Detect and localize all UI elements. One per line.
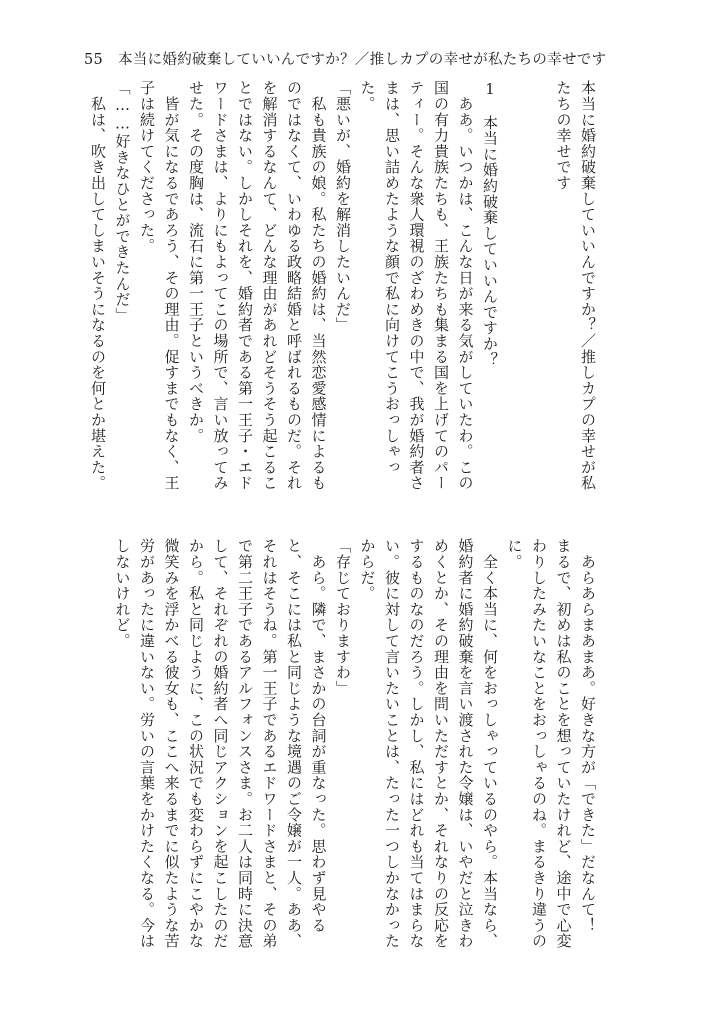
text-column: 全く本当に、何をおっしゃっているのやら。本当なら、 xyxy=(481,538,499,949)
text-column: しないけれど。 xyxy=(113,538,132,649)
running-title: 本当に婚約破棄していいんですか？／推しカプの幸せが私たちの幸せです xyxy=(118,52,607,68)
text-column: と、そこには私と同じような境遇のご令嬢が一人。ああ、 xyxy=(285,538,303,949)
text-column: 本当に婚約破棄していいんですか？／推しカプの幸せが私 xyxy=(579,80,597,491)
text-column: まるで、初めは私のことを想っていたけれど、途中で心変 xyxy=(554,538,573,949)
upper-text-tier xyxy=(86,80,601,500)
lower-text-tier xyxy=(110,538,600,958)
text-column: 労があったに違いない。労いの言葉をかけたくなる。今は xyxy=(138,538,156,949)
text-column: ワードさまは、よりにもよってこの場所で、言い放ってみ xyxy=(211,80,230,491)
text-column: で第二王子であるアルフォンスさま。お二人は同時に決意 xyxy=(236,538,254,949)
text-column: 婚約者に婚約破棄を言い渡された令嬢は、いやだと泣きわ xyxy=(456,538,475,949)
text-column: するものなのだろう。しかし、私にはどれも当てはまらな xyxy=(407,538,426,949)
text-column xyxy=(502,80,527,500)
text-column: た。 xyxy=(358,80,377,112)
text-column: 微笑みを浮かべる彼女も、ここへ来るまでに似たような苦 xyxy=(162,538,181,949)
text-column xyxy=(527,80,552,500)
text-column: 私は、吹き出してしまいそうになるのを何とか堪えた。 xyxy=(89,80,107,491)
running-header xyxy=(84,48,606,69)
text-column: 子は続けてくださった。 xyxy=(138,80,156,254)
text-column: ああ。いつかは、こんな日が来る気がしていたわ。この xyxy=(456,80,475,491)
text-column: して、それぞれの婚約者へ同じアクションを起こしたのだ xyxy=(211,538,230,949)
text-column: まは、思い詰めたような顔で私に向けてこうおっしゃっ xyxy=(383,80,401,475)
text-column: 私も貴族の娘。私たちの婚約は、当然恋愛感情によるも xyxy=(309,80,328,491)
text-column: あら。隣で、まさかの台詞が重なった。思わず見やる xyxy=(309,538,328,933)
text-column: とではない。しかしそれを、婚約者である第一王子・エド xyxy=(236,80,254,491)
text-column: から。私と同じように、この状況でも変わらずにこやかな xyxy=(187,538,205,949)
text-column: 「悪いが、婚約を解消したいんだ」 xyxy=(334,80,352,333)
text-column: のではなくて、いわゆる政略結婚と呼ばれるものだ。それ xyxy=(285,80,303,491)
page-number: 55 xyxy=(84,52,104,68)
text-column: せた。その度胸は、流石に第一王子というべきか。 xyxy=(187,80,205,444)
text-column: それはそうね。第一王子であるエドワードさまと、その弟 xyxy=(260,538,279,949)
text-column: 皆が気になるであろう、その理由。促すまでもなく、王 xyxy=(162,80,181,491)
text-column: 「存じておりますわ」 xyxy=(334,538,352,696)
text-column: あらあらまあまあ。好きな方が「できた」だなんて！ xyxy=(579,538,597,933)
text-column: からだ。 xyxy=(358,538,377,602)
text-column: めくとか、その理由を問いただすとか、それなりの反応を xyxy=(432,538,450,949)
text-column: たちの幸せです xyxy=(554,80,573,191)
text-column: 1 本当に婚約破棄していいんですか？ xyxy=(481,80,499,368)
text-column: 「……好きなひとができたんだ」 xyxy=(113,80,132,323)
text-column: ティー。そんな衆人環視のざわめきの中で、我が婚約者さ xyxy=(407,80,426,491)
text-column: い。彼に対して言いたいことは、たった一つしかなかった xyxy=(383,538,401,949)
text-column: わりしたみたいなことをおっしゃるのね。まるきり違うの xyxy=(530,538,548,949)
text-column: に。 xyxy=(505,538,524,570)
text-column: を解消するなんて、どんな理由があれどそうそう起こるこ xyxy=(260,80,279,491)
text-column: 国の有力貴族たちも、王族たちも集まる国を上げてのパー xyxy=(432,80,450,491)
